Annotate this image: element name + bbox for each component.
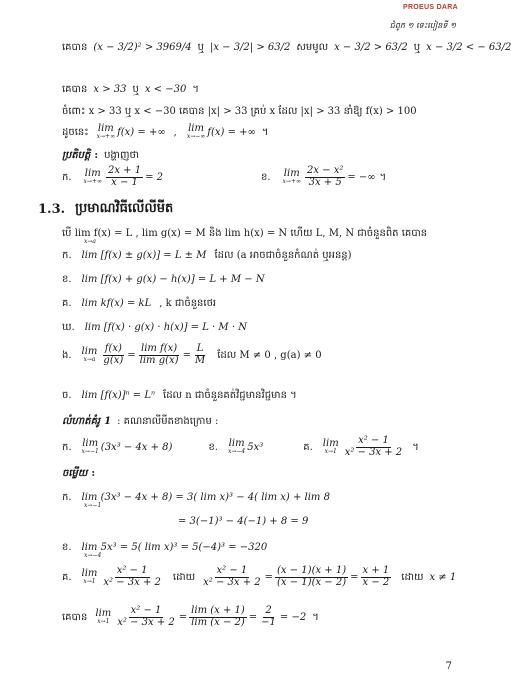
rule-label: ច. xyxy=(62,390,72,401)
ineq-3: x − 3/2 > 63/2 xyxy=(334,42,408,53)
limit: lim x→+∞ xyxy=(282,168,301,185)
fraction: $\frac{\text{2x − x²}}{3x + 5}$ xyxy=(306,165,344,188)
intro-sub: x→a xyxy=(84,238,96,245)
solution-a-line-2 xyxy=(178,516,308,527)
prefix-text: គេបាន xyxy=(62,42,88,53)
item-label: ក. xyxy=(62,171,72,183)
because-text: ដោយ xyxy=(401,571,424,583)
or-text: ឬ xyxy=(197,42,204,53)
fraction-simplified: $\frac{x + 1}{x - 2}$ xyxy=(362,565,390,588)
fraction-values: $\frac{L}{M}$ xyxy=(194,343,206,366)
condition: x ≠ 1 xyxy=(429,571,457,583)
rule-label: ក. xyxy=(62,250,72,261)
prefix-text: គេបាន xyxy=(62,84,88,95)
rule-note: ដែល (a អាចជាចំនួនកំណត់ ឬអនន្ត) xyxy=(214,250,352,261)
limit: lim x→+∞ xyxy=(83,168,102,185)
rule-6 xyxy=(62,388,297,403)
or-text: ឬ xyxy=(413,42,421,53)
instruction: បង្ហាញថា xyxy=(104,150,139,161)
solution-a-sub: x→−1 xyxy=(84,502,102,509)
ineq-2: x < −30 xyxy=(144,84,187,95)
fraction-factored: $\frac{(x - 1)(x + 1)}{(x - 1)(x - 2)}$ xyxy=(277,565,347,588)
rule-3 xyxy=(62,296,216,311)
solution-expr: = 3(−1)³ − 4(−1) + 8 = 9 xyxy=(178,516,309,527)
rule-note: ដែល n ជាចំនួនគត់វិជ្ជមានវិជ្ជមាន ។ xyxy=(163,390,297,401)
limit: lim x→−4 xyxy=(227,438,246,455)
exercise-2-items: ក. lim x→−1 (3x³ − 4x + 8) ខ. lim x→−4 5x³ គ. lim x→1 $\frac{\text{x² − 1}}{\text{x² − 3x + 2}}$ ។ xyxy=(62,435,419,458)
statement-text: ចំពោះ x > 33 ឬ x < −30 គេបាន |x| > 33 គ្រប់ x ដែល |x| > 33 នាំឱ្យ f(x) > 100 xyxy=(62,106,417,117)
fraction-limits: $\frac{\lim (x + 1)}{\lim (x - 2)}$ xyxy=(191,605,245,628)
item-label: ក. xyxy=(62,492,72,503)
exercise-title: លំហាត់គំរូ xyxy=(62,416,101,427)
section-heading xyxy=(38,200,173,219)
intro-text: បើ lim f(x) = L , lim g(x) = M និង lim h(x) = N ហើយ L, M, N ជាចំនួនពិត គេបាន xyxy=(62,228,428,239)
solution-expr: lim (3x³ − 4x + 8) = 3( lim x)³ − 4( lim x) + lim 8 xyxy=(81,492,330,503)
fraction: $\frac{2x + 1}{x - 1}$ xyxy=(107,165,142,188)
item-label: ខ. xyxy=(261,171,271,183)
solution-expr: lim 5x³ = 5( lim x)³ = 5(−4)³ = −320 xyxy=(81,542,268,553)
chapter-label: ជំពូក ១ ទេះបៀនទី ១ xyxy=(389,21,456,30)
rule-expr: lim [f(x) · g(x) · h(x)] = L · M · N xyxy=(84,322,247,333)
solution-heading: ចម្លើយ : xyxy=(62,468,96,479)
page-number: 7 xyxy=(445,661,452,672)
rule-label: គ. xyxy=(62,298,72,309)
limit: lim x→1 xyxy=(322,438,339,455)
top-line-4 xyxy=(62,124,268,140)
rule-expr: lim [f(x)]ⁿ = Lⁿ xyxy=(81,390,156,401)
instruction: : គណនាលីមីតខាងក្រោម : xyxy=(117,416,219,427)
item-label: ខ. xyxy=(208,441,218,453)
exercise-1-items: ក. lim x→+∞ $\frac{2x + 1}{x - 1}$ = 2 ខ. lim x→+∞ $\frac{\text{2x − x²}}{3x + 5}$ = −∞ ។ xyxy=(62,165,387,188)
separator: , xyxy=(173,126,177,138)
rhs: = −∞ xyxy=(347,171,376,183)
brand-label: PROEUS DARA xyxy=(402,4,458,11)
rule-expr: lim kf(x) = kL xyxy=(81,298,152,309)
limit-1-expr: f(x) = +∞ xyxy=(117,126,166,138)
solution-title: ចម្លើយ xyxy=(62,468,88,479)
prefix-text: គេបាន xyxy=(62,611,88,623)
section-number: 1.3. xyxy=(38,202,66,217)
exercise-1-heading: ប្រតិបត្តិ : បង្ហាញថា xyxy=(62,150,139,161)
rule-note: , k ជាចំនួនថេរ xyxy=(159,298,217,309)
solution-b-sub: x→−4 xyxy=(84,552,102,559)
limit-1: lim x→+∞ xyxy=(96,123,116,140)
ineq-1: x > 33 xyxy=(93,84,127,95)
ineq-4: x − 3/2 < − 63/2 xyxy=(426,42,511,53)
fraction: $\frac{f(x)}{g(x)}$ xyxy=(103,343,124,366)
section-title: ប្រមាណវិធីលើលីមីត xyxy=(75,201,174,216)
rule-1 xyxy=(62,248,352,263)
limit: lim x→1 xyxy=(81,568,98,585)
rule-label: ង. xyxy=(62,349,72,361)
solution-d: គេបាន lim x→1 $\frac{\text{x² − 1}}{\text{x² − 3x + 2}}$ = $\frac{\lim (x + 1)}{\lim (x - 2)}$ = $\frac{2}{-1}$ = −2 ។ xyxy=(62,605,319,628)
period: ។ xyxy=(192,84,199,95)
item-label: គ. xyxy=(303,441,313,453)
expr: 5x³ xyxy=(247,441,264,453)
ineq-2: |x − 3/2| > 63/2 xyxy=(209,42,291,53)
item-label: គ. xyxy=(62,571,72,583)
top-line-2 xyxy=(62,82,199,97)
item-label: ខ. xyxy=(62,542,72,553)
section-intro xyxy=(62,226,427,241)
top-line-3 xyxy=(62,104,417,119)
top-line-1 xyxy=(62,40,511,55)
equiv-text: សមមូល xyxy=(296,42,329,53)
fraction-values: $\frac{2}{-1}$ xyxy=(261,605,276,628)
solution-a-line-1 xyxy=(62,490,330,505)
expr: (3x³ − 4x + 8) xyxy=(100,441,173,453)
ineq-1: (x − 3/2)² > 3969/4 xyxy=(93,42,192,53)
rule-expr: lim [f(x) ± g(x)] = L ± M xyxy=(81,250,207,261)
solution-c: គ. lim x→1 $\frac{\text{x² − 1}}{\text{x² − 3x + 2}}$ ដោយ $\frac{\text{x² − 1}}{\text{x² − 3x + 2}}$ = $\frac{(x - 1)(x + 1)}{(x - 1)(x - 2)}$ = $\frac{x + 1}{x - 2}$ ដោយ x ≠ 1 xyxy=(62,565,457,588)
rule-2 xyxy=(62,272,265,287)
rule-5: ង. lim x→a $\frac{f(x)}{g(x)}$ = $\frac{\text{lim f(x)}}{\text{lim g(x)}}$ = $\frac{L}{M}$ ដែល M ≠ 0 , g(a) ≠ 0 xyxy=(62,343,322,366)
limit: lim x→1 xyxy=(95,608,112,625)
item-label: ក. xyxy=(62,441,72,453)
fraction: $\frac{\text{x² − 1}}{\text{x² − 3x + 2}}$ xyxy=(103,565,161,588)
prefix-text: ដូចនេះ xyxy=(62,126,89,138)
period: ។ xyxy=(261,126,269,138)
limit-2-expr: f(x) = +∞ xyxy=(207,126,256,138)
fraction: $\frac{\text{x² − 1}}{\text{x² − 3x + 2}}$ xyxy=(203,565,261,588)
or-text: ឬ xyxy=(132,84,139,95)
rule-expr: lim [f(x) + g(x) − h(x)] = L + M − N xyxy=(81,274,265,285)
rule-label: ឃ. xyxy=(62,322,75,333)
rule-note: ដែល M ≠ 0 , g(a) ≠ 0 xyxy=(217,349,322,361)
fraction: $\frac{\text{x² − 1}}{\text{x² − 3x + 2}}$ xyxy=(344,435,403,458)
rule-label: ខ. xyxy=(62,274,72,285)
fraction-limits: $\frac{\text{lim f(x)}}{\text{lim g(x)}}$ xyxy=(139,343,179,366)
because-text: ដោយ xyxy=(172,571,196,583)
fraction: $\frac{\text{x² − 1}}{\text{x² − 3x + 2}}$ xyxy=(117,605,175,628)
limit-2: lim x→−∞ xyxy=(186,123,206,140)
limit: lim x→a xyxy=(81,346,98,363)
rhs: = 2 xyxy=(145,171,163,183)
exercise-2-heading: លំហាត់គំរូ 1 : គណនាលីមីតខាងក្រោម : xyxy=(62,416,219,427)
limit: lim x→−1 xyxy=(81,438,99,455)
rule-4 xyxy=(62,320,247,335)
exercise-title: ប្រតិបត្តិ xyxy=(62,150,91,161)
rhs: = −2 xyxy=(279,611,307,623)
